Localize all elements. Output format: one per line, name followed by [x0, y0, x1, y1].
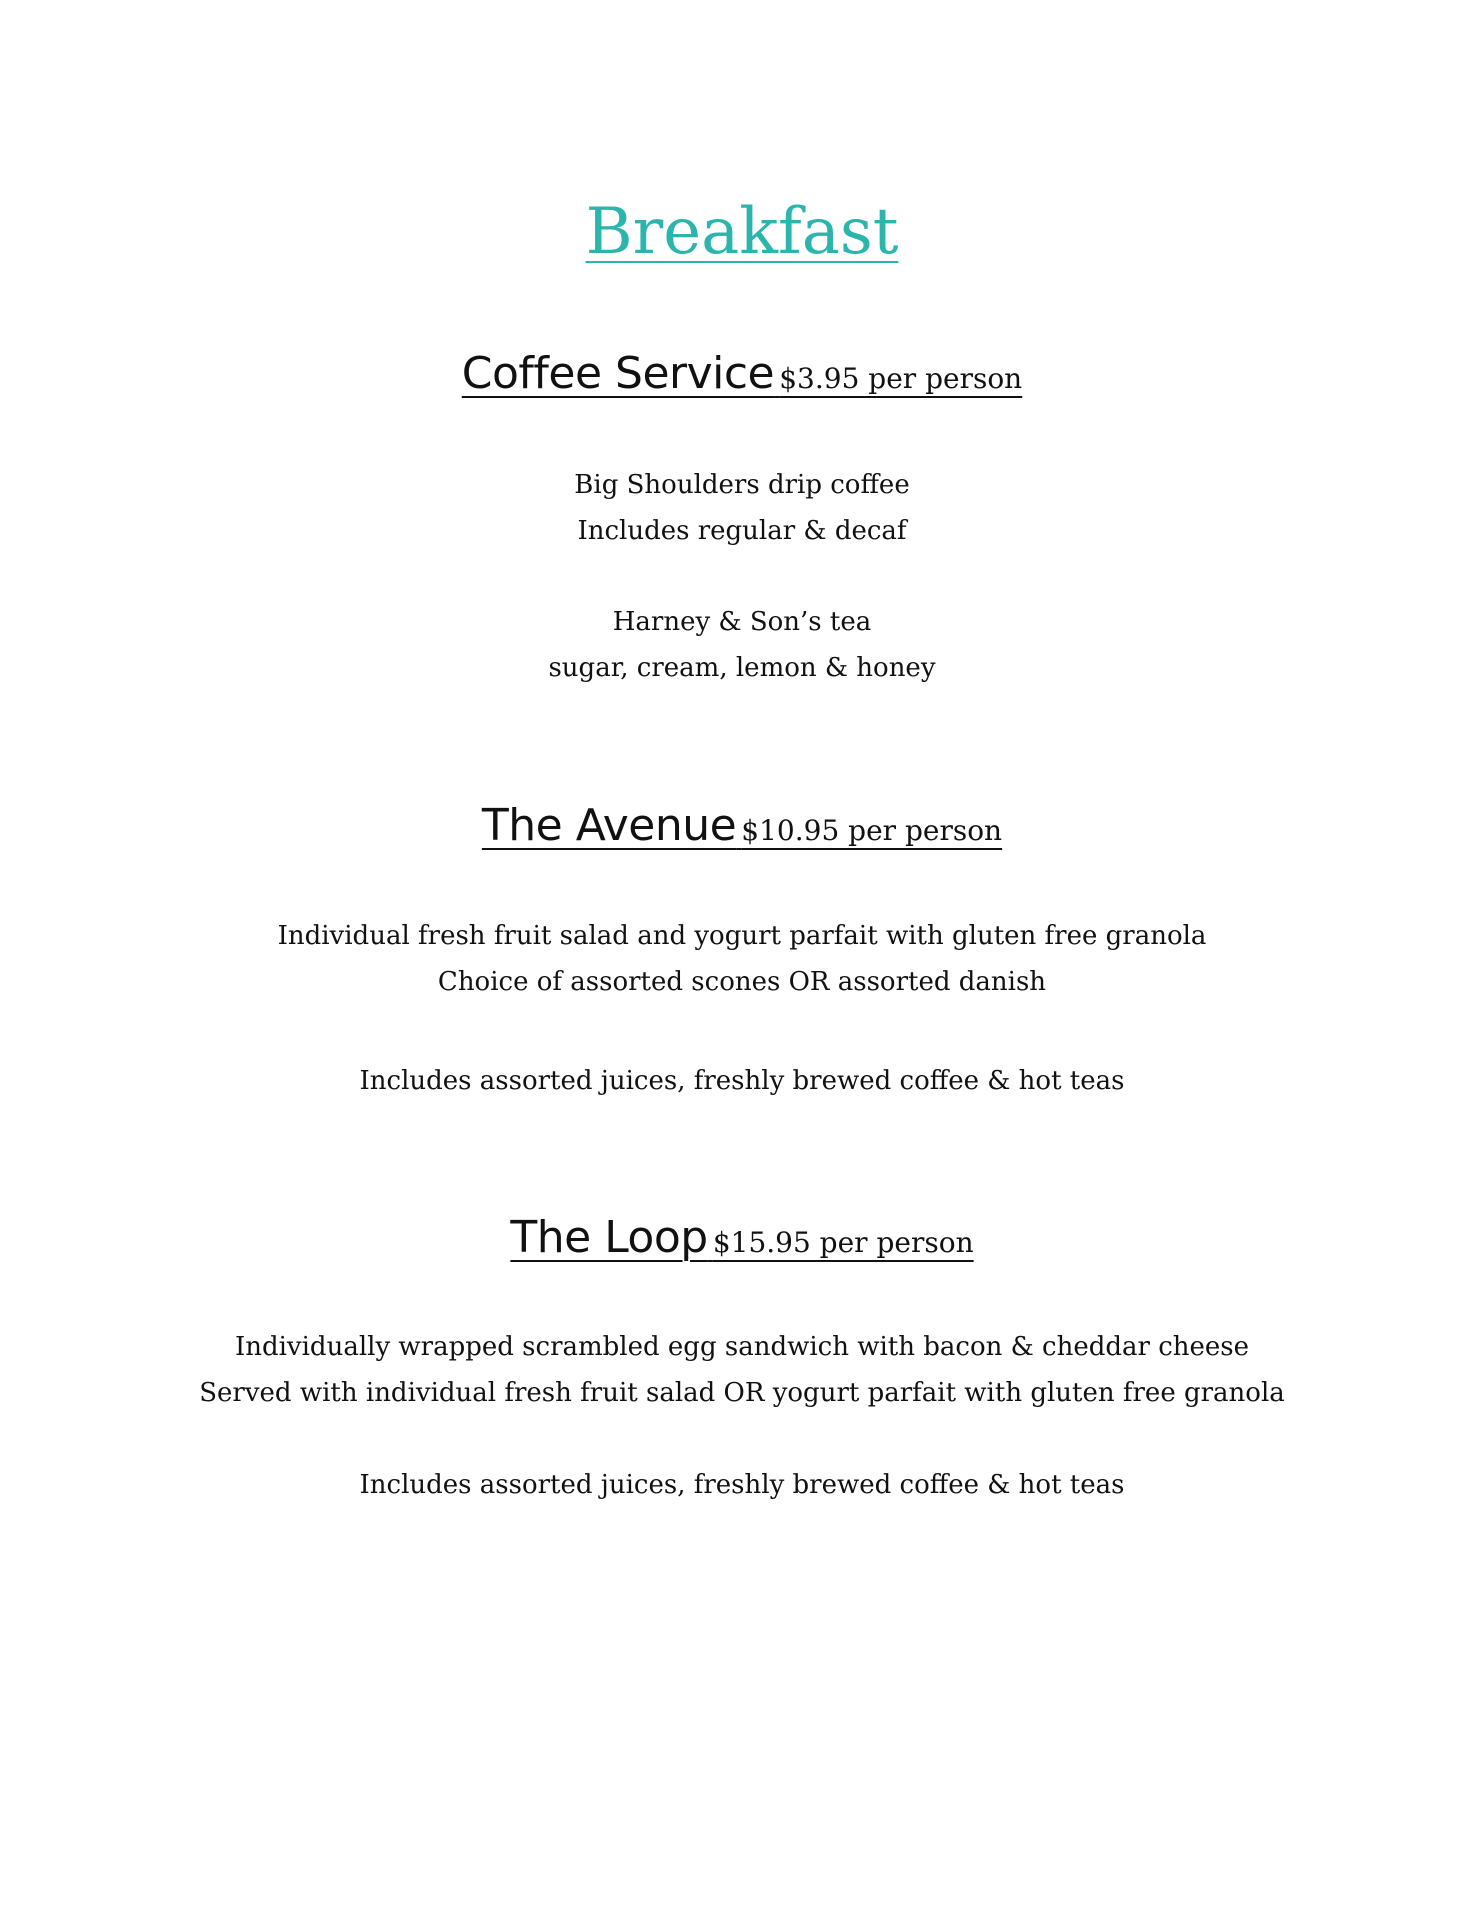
section-heading-the-loop — [0, 1212, 1484, 1263]
menu-line: Individually wrapped scrambled egg sandwich with bacon & cheddar cheese — [234, 1332, 1250, 1362]
section-price: $15.95 per person — [712, 1226, 974, 1259]
menu-line: Includes regular & decaf — [577, 516, 907, 546]
section-items-the-avenue-group-2 — [0, 1058, 1484, 1104]
section-items-coffee-service-group-2 — [0, 599, 1484, 691]
menu-line: Individual fresh fruit salad and yogurt parfait with gluten free granola — [277, 921, 1207, 951]
section-items-the-loop-group-2 — [0, 1462, 1484, 1508]
menu-line: Served with individual fresh fruit salad OR yogurt parfait with gluten free granola — [199, 1378, 1285, 1408]
menu-line: Includes assorted juices, freshly brewed coffee & hot teas — [359, 1066, 1125, 1096]
section-heading-the-avenue — [0, 800, 1484, 851]
section-name: The Avenue — [481, 800, 737, 851]
section-price: $3.95 per person — [779, 362, 1023, 395]
section-name: The Loop — [510, 1212, 708, 1263]
menu-line: Choice of assorted scones OR assorted danish — [437, 967, 1047, 997]
section-items-the-avenue-group-1 — [0, 913, 1484, 1005]
menu-line: Harney & Son’s tea — [612, 607, 872, 637]
menu-line: sugar, cream, lemon & honey — [548, 653, 936, 683]
menu-line: Big Shoulders drip coffee — [574, 470, 910, 500]
page-title — [0, 192, 1484, 272]
page-title-text: Breakfast — [585, 195, 899, 269]
section-price: $10.95 per person — [741, 814, 1003, 847]
section-name: Coffee Service — [461, 348, 775, 399]
section-heading-coffee-service — [0, 348, 1484, 399]
section-heading-underline — [510, 1212, 974, 1263]
section-heading-underline — [461, 348, 1023, 399]
section-heading-underline — [481, 800, 1003, 851]
section-items-coffee-service-group-1 — [0, 462, 1484, 554]
section-items-the-loop-group-1 — [0, 1324, 1484, 1416]
menu-line: Includes assorted juices, freshly brewed coffee & hot teas — [359, 1470, 1125, 1500]
